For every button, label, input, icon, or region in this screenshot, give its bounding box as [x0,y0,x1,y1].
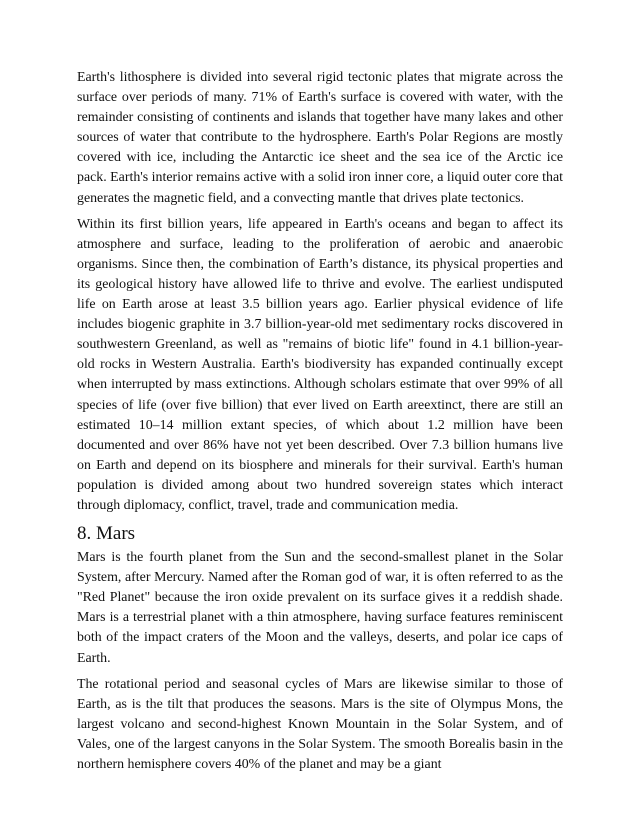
document-page [77,68,563,781]
paragraph-mars-rotation: The rotational period and seasonal cycles of Mars are likewise similar to those of Earth, as is the tilt that produces the seasons. Mars is the site of Olympus Mons, the largest volcano and second-highest Known Mountain in the Solar System, and of Vales, one of the largest canyons in the Solar System. The smooth Borealis basin in the northern hemisphere covers 40% of the planet and may be a giant [77,676,563,772]
paragraph-earth-lithosphere: Earth's lithosphere is divided into several rigid tectonic plates that migrate across the surface over periods of many. 71% of Earth's surface is covered with water, with the remainder consisting of continents and islands that together have many lakes and other sources of water that contribute to the hydrosphere. Earth's Polar Regions are mostly covered with ice, including the Antarctic ice sheet and the sea ice of the Arctic ice pack. Earth's interior remains active with a solid iron inner core, a liquid outer core that generates the magnetic field, and a convecting mantle that drives plate tectonics. [77,70,563,206]
paragraph-earth-life: Within its first billion years, life appeared in Earth's oceans and began to affect its atmosphere and surface, leading to the proliferation of aerobic and anaerobic organisms. Since then, the combination of Earth’s distance, its physical properties and its geological history have allowed life to thrive and evolve. The earliest undisputed life on Earth arose at least 3.5 billion years ago. Earlier physical evidence of life includes biogenic graphite in 3.7 billion-year-old met sedimentary rocks discovered in southwestern Greenland, as well as "remains of biotic life" found in 4.1 billion-year-old rocks in Western Australia. Earth's biodiversity has expanded continually except when interrupted by mass extinctions. Although scholars estimate that over 99% of all species of life (over five billion) that ever lived on Earth areextinct, there are still an estimated 10–14 million extant species, of which about 1.2 million have been documented and over 86% have not yet been described. Over 7.3 billion humans live on Earth and depend on its biosphere and minerals for their survival. Earth's human population is divided among about two hundred sovereign states which interact through diplomacy, conflict, travel, trade and communication media. [77,216,563,513]
section-heading-mars: 8. Mars [77,523,136,545]
paragraph-mars-intro: Mars is the fourth planet from the Sun and the second-smallest planet in the Solar System, after Mercury. Named after the Roman god of war, it is often referred to as the "Red Planet" because the iron oxide prevalent on its surface gives it a reddish shade. Mars is a terrestrial planet with a thin atmosphere, having surface features reminiscent both of the impact craters of the Moon and the valleys, deserts, and polar ice caps of Earth. [77,550,563,666]
